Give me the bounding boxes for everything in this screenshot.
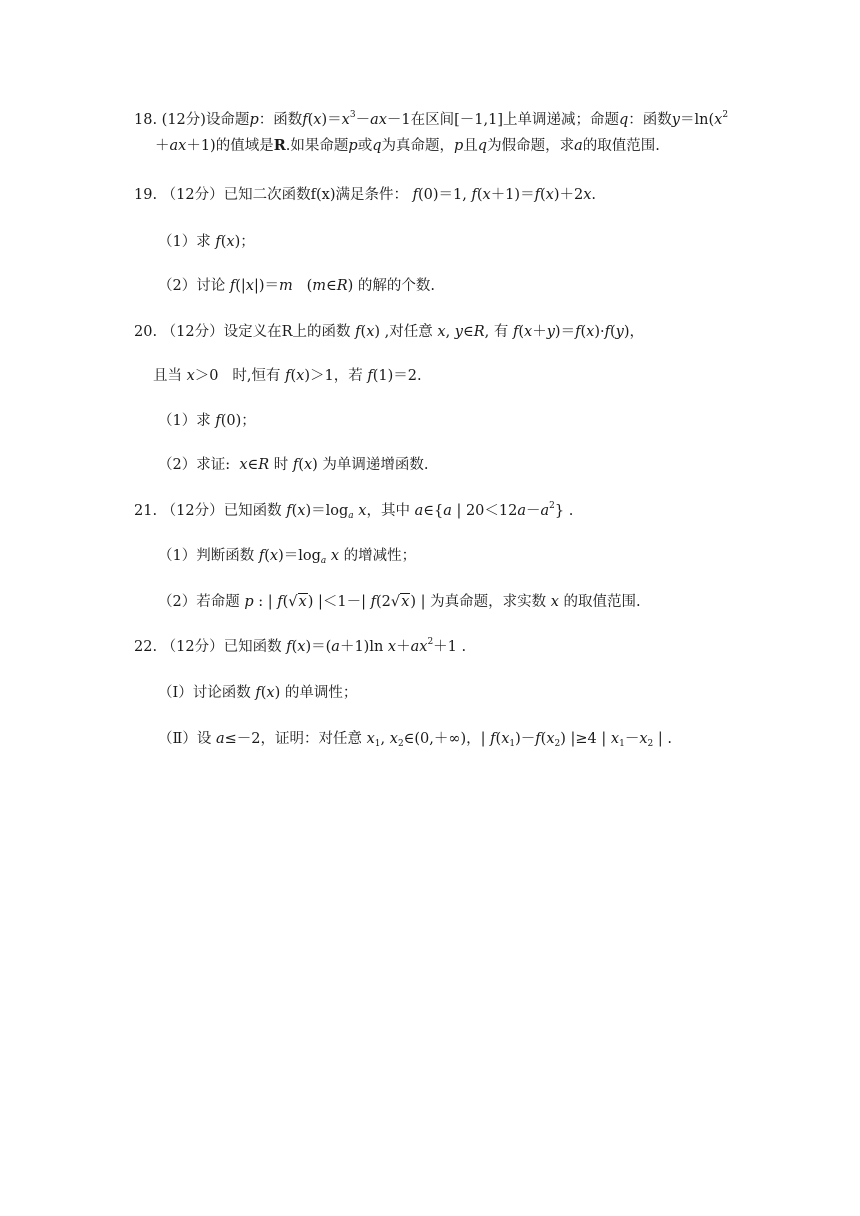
problem-20-part-1: （1）求 f(0)； (158, 413, 256, 429)
problem-20-part-2: （2）求证: x∈R 时 f(x) 为单调递增函数. (158, 457, 429, 473)
problem-21-number: 21. (134, 503, 158, 519)
problem-22-part-2: （Ⅱ）设 a≤－2，证明：对任意 $x_1$, $x_2\in(0,+\infty)$，| $f(x_1)-f(x_2)$ |≥4 | $x_1-x_2$ | . (158, 731, 672, 749)
problem-19-score: （12分） (161, 187, 224, 203)
problem-18-line-1: 18. (12分)设命题p：函数$f(x)=x^3-ax-1$在区间[－1,1]上单调递减；命题q：函数$y=\ln(x^2$ (134, 110, 729, 128)
problem-19-part-1: （1）求 f(x)； (158, 234, 255, 250)
problem-22-number: 22. (134, 639, 158, 655)
problem-20-stem: 20. （12分）设定义在R上的函数 f(x) ,对任意 x, y∈R, 有 f(x＋y)＝f(x)·f(y)， (134, 324, 645, 340)
problem-20-stem-2: 且当 x＞0 时,恒有 f(x)＞1，若 f(1)＝2. (153, 368, 422, 384)
problem-18-number: 18. (134, 112, 158, 128)
problem-21-score: （12分） (161, 503, 224, 519)
problem-19-stem: 19. （12分）已知二次函数f(x)满足条件： f(0)＝1, f(x＋1)＝f(x)＋2x. (134, 187, 596, 203)
problem-18-score: (12分) (161, 112, 206, 128)
problem-22-score: （12分） (161, 639, 224, 655)
problem-21-part-1: （1）判断函数 $f(x)=\log_a$ x 的增减性； (158, 548, 417, 566)
problem-21-stem: 21. （12分）已知函数 $f(x)=\log_a$ x，其中 a∈{a | $20<12a-a^2$} . (134, 501, 574, 521)
problem-20-score: （12分） (161, 324, 224, 340)
problem-20-number: 20. (134, 324, 158, 340)
problem-19-part-2: （2）讨论 f(|x|)＝m (m∈R) 的解的个数. (158, 278, 436, 294)
problem-22-stem: 22. （12分）已知函数 f(x)＝(a＋1)ln $x+ax^2+1$ . (134, 637, 467, 655)
problem-19-number: 19. (134, 187, 158, 203)
problem-22-part-1: （Ⅰ）讨论函数 f(x) 的单调性； (158, 685, 358, 701)
problem-21-part-2: （2）若命题 p : | f(√x) |＜1－| f(2√x) | 为真命题，求实数 x 的取值范围. (158, 594, 641, 610)
problem-18-line-2: ＋ax＋1)的值域是R.如果命题p或q为真命题，p且q为假命题，求a的取值范围. (155, 137, 660, 154)
